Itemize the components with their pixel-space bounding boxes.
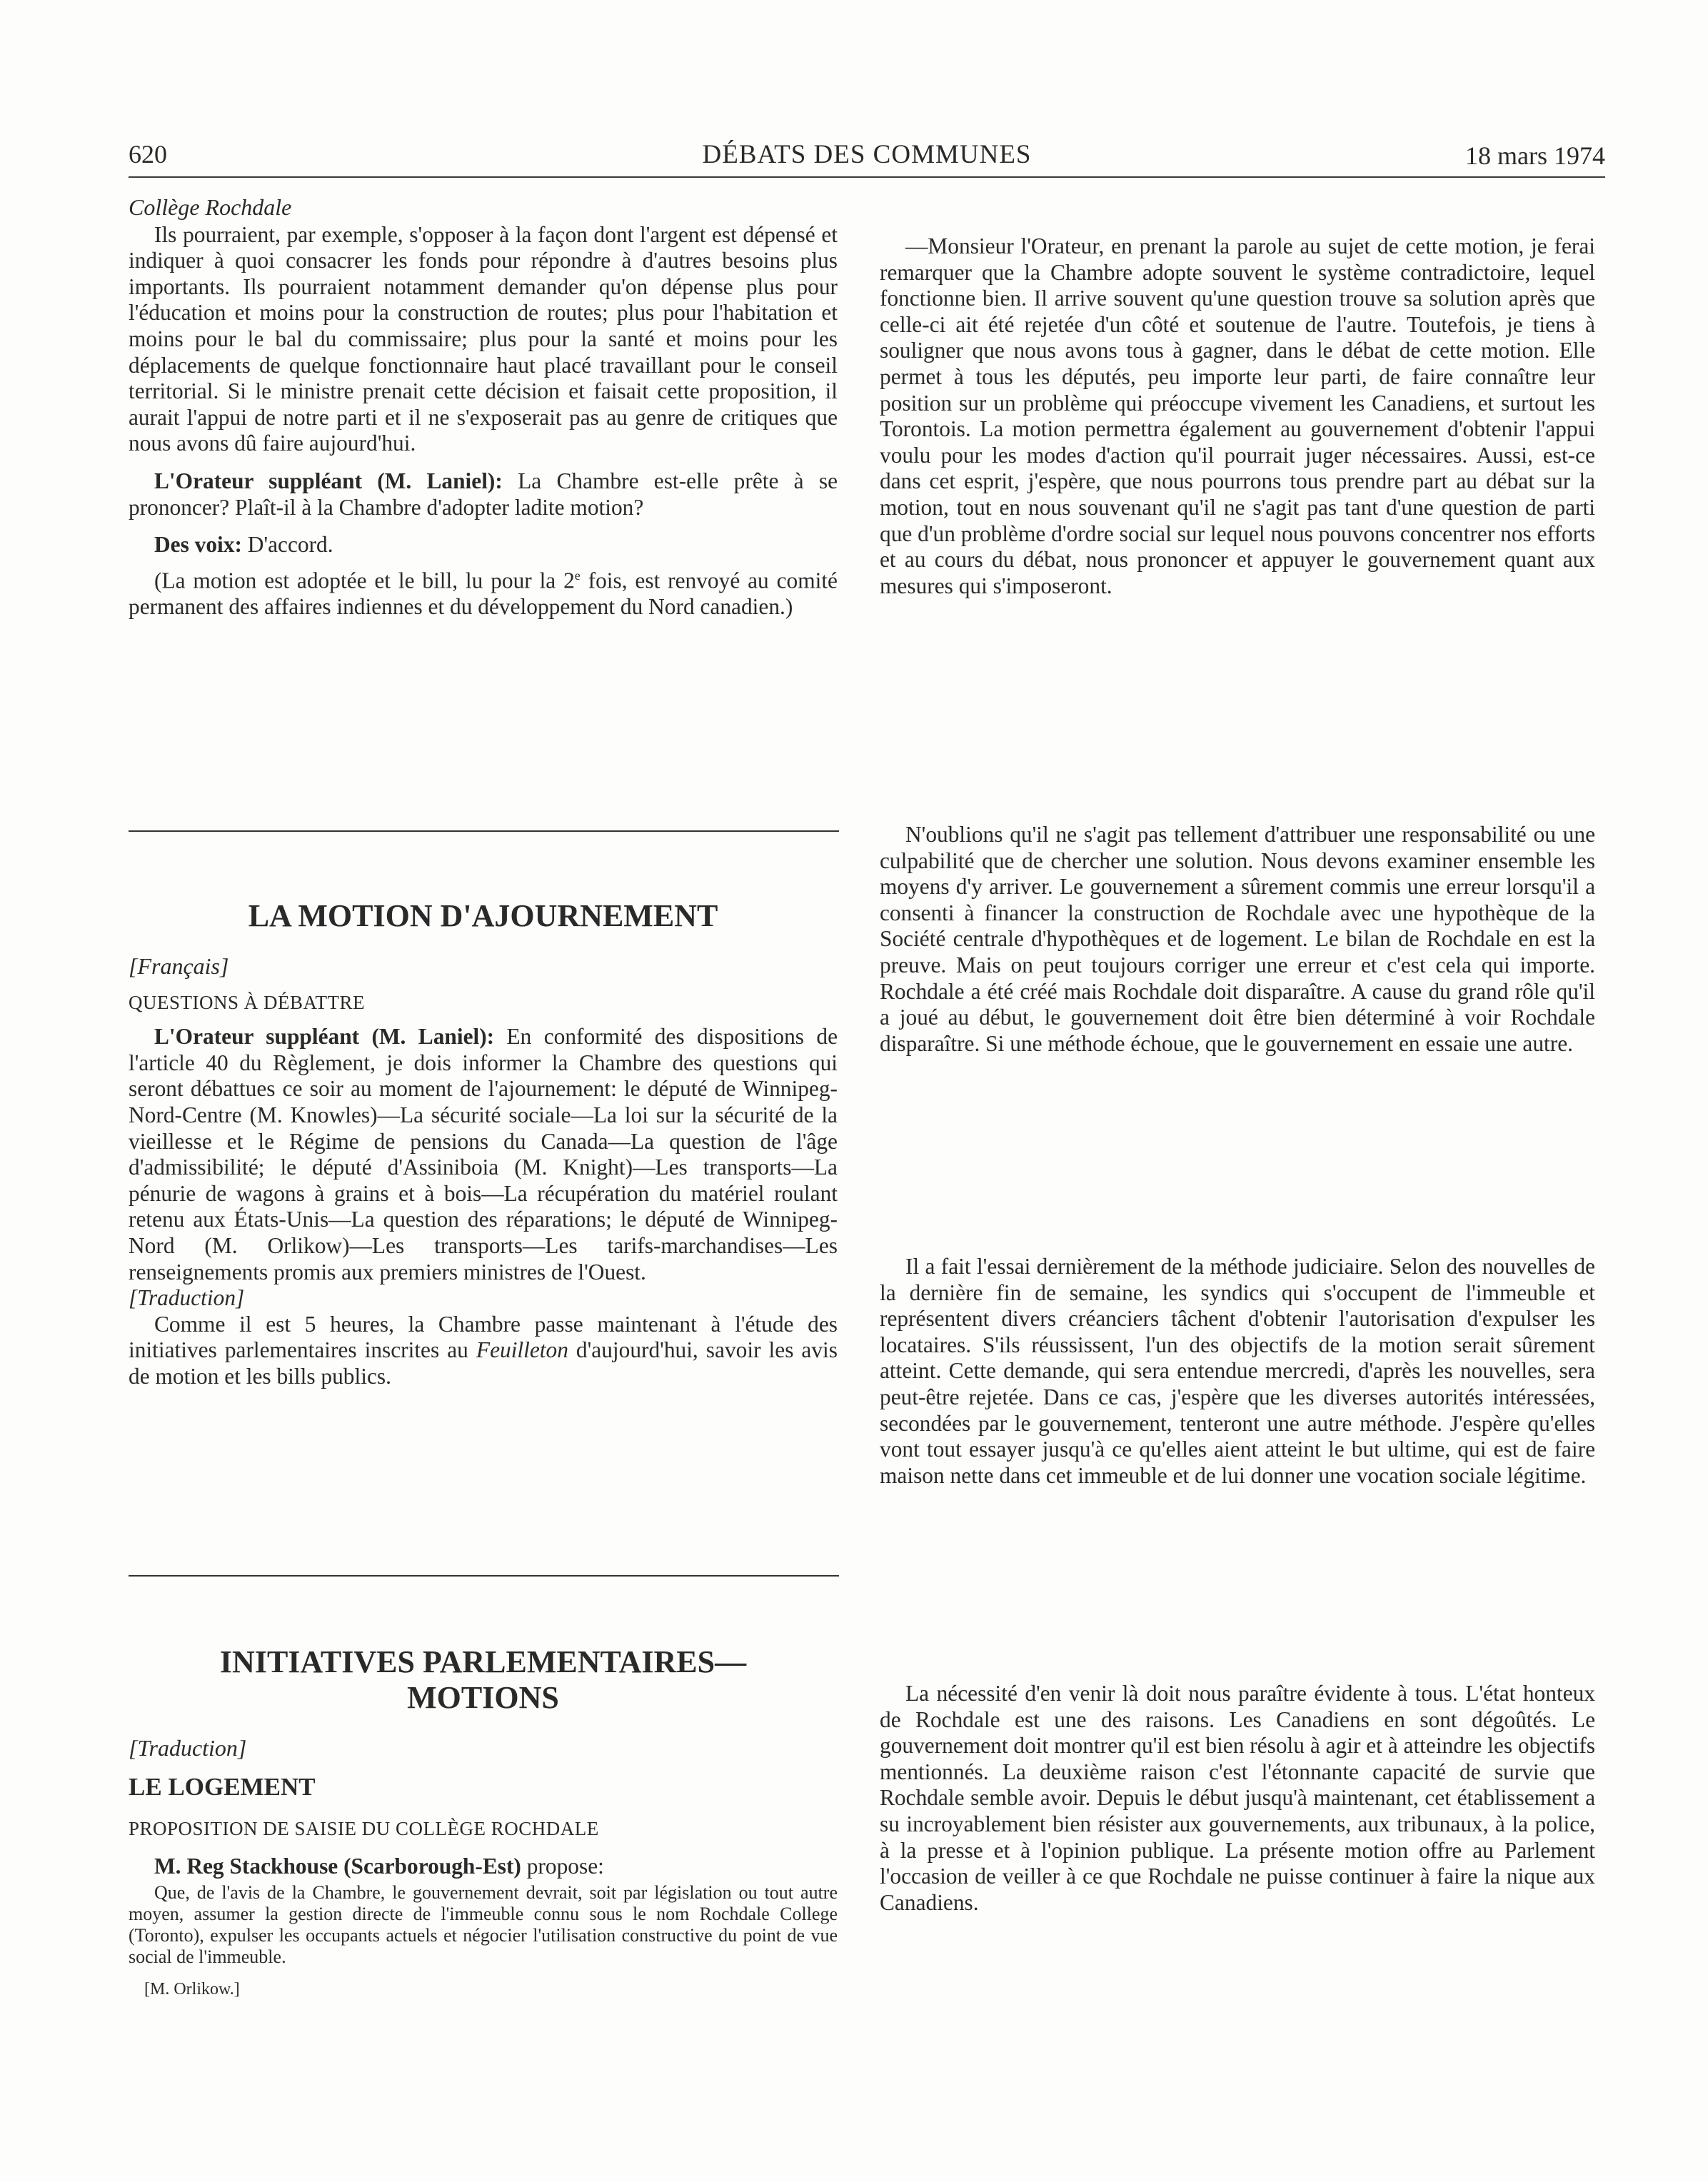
voices-paragraph: Des voix: D'accord. — [154, 532, 333, 558]
paragraph: Ils pourraient, par exemple, s'opposer à la façon dont l'argent est dépensé et indiquer à quoi consacrer les fonds pour répondre à d'autres besoins plus importants. Ils pourraient notamment demander qu'on dépense plus pour l'éducation et moins pour la construction de routes; plus pour l'habitation et moins pour le bal du commissaire; plus pour la santé et moins pour les déplacements de quelque fonctionnaire haut placé travaillant pour le conseil territorial. Si le ministre prenait cette décision et faisait cette proposition, il aurait l'appui de notre parti et il ne s'exposerait pas au genre de critiques que nous avons dû faire aujourd'hui. — [129, 221, 838, 456]
college-title: Collège Rochdale — [129, 194, 292, 220]
section-divider — [129, 830, 839, 832]
speaker-name: L'Orateur suppléant (M. Laniel): — [154, 1024, 495, 1050]
motion-text: Que, de l'avis de la Chambre, le gouvernement devrait, soit par législation ou tout autre moyen, assumer la gestion directe de l'immeuble connu sous le nom Rochdale College (Toronto), expulser les occupants actuels et négocier l'utilisation constructive du point de vue social de l'immeuble. — [129, 1882, 838, 1968]
subsection-title: LE LOGEMENT — [129, 1772, 316, 1801]
publication-title: DÉBATS DES COMMUNES — [702, 140, 1032, 169]
mover-paragraph: M. Reg Stackhouse (Scarborough-Est) propose: — [154, 1853, 604, 1879]
subsection-title: QUESTIONS À DÉBATTRE — [129, 991, 365, 1013]
left-column-bottom — [129, 1735, 838, 2003]
page-header — [129, 139, 1605, 178]
left-column-top — [129, 194, 838, 620]
left-column-middle — [129, 953, 838, 1390]
motion-reference: [M. Orlikow.] — [144, 1980, 240, 1999]
adoption-note: (La motion est adoptée et le bill, lu pour la 2e fois, est renvoyé au comité permanent des affaires indiennes et du développement du Nord canadien.) — [129, 568, 838, 619]
paragraph: Comme il est 5 heures, la Chambre passe maintenant à l'étude des initiatives parlementaires inscrites au Feuilleton d'aujourd'hui, savoir les avis de motion et les bills publics. — [129, 1311, 838, 1389]
language-tag: [Français] — [129, 953, 229, 979]
mover-name: M. Reg Stackhouse (Scarborough-Est) — [154, 1853, 521, 1879]
speaker-paragraph: L'Orateur suppléant (M. Laniel): En conformité des dispositions de l'article 40 du Règlement, je dois informer la Chambre des questions qui seront débattues ce soir au moment de l'ajournement: le député de Winnipeg-Nord-Centre (M. Knowles)—La sécurité sociale—La loi sur la sécurité de la vieillesse et le Régime de pensions du Canada—La question de l'âge d'admissibilité; le député d'Assiniboia (M. Knight)—Les transports—La pénurie de wagons à grains et à bois—La récupération du matériel roulant retenu aux États-Unis—La question des réparations; le député de Winnipeg-Nord (M. Orlikow)—Les transports—Les tarifs-marchandises—Les renseignements promis aux premiers ministres de l'Ouest. — [129, 1024, 838, 1284]
language-tag: [Traduction] — [129, 1285, 245, 1311]
speaker-name: L'Orateur suppléant (M. Laniel): — [154, 468, 503, 493]
language-tag: [Traduction] — [129, 1735, 247, 1761]
page-date: 18 mars 1974 — [1465, 141, 1605, 170]
section-title-initiatives: INITIATIVES PARLEMENTAIRES— MOTIONS — [219, 1644, 747, 1715]
right-paragraph-1: —Monsieur l'Orateur, en prenant la parole au sujet de cette motion, je ferai remarquer que la Chambre adopte souvent le système contradictoire, lequel fonctionne bien. Il arrive souvent qu'une question trouve sa solution après que celle-ci ait été rejetée d'un côté et soutenue de l'autre. Toutefois, je tiens à souligner que nous avons tous à gagner, dans le débat de cette motion. Elle permet à tous les députés, peu importe leur parti, de faire connaître leur position sur un problème qui préoccupe vivement les Canadiens, et surtout les Torontois. La motion permettra également au gouvernement d'obtenir l'appui voulu pour les modes d'action qu'il pourrait juger nécessaires. Aussi, est-ce dans cet esprit, j'espère, que nous pourrons tous prendre part au débat sur la motion, tout en nous souvenant qu'il ne s'agit pas tant d'une question de parti que d'un problème d'ordre social sur lequel nous pouvons concentrer nos efforts et au cours du débat, nous prononcer et appuyer le gouvernement quant aux mesures qui s'imposeront. — [880, 233, 1595, 598]
right-paragraph-4: La nécessité d'en venir là doit nous paraître évidente à tous. L'état honteux de Rochdale est une des raisons. Les Canadiens en sont dégoûtés. Le gouvernement doit montrer qu'il est bien résolu à agir et à atteindre les objectifs mentionnés. La deuxième raison c'est l'étonnante capacité de survie que Rochdale semble avoir. Depuis le début jusqu'à maintenant, cet établissement a su incroyablement bien résister aux gouvernements, aux tribunaux, à la police, à la presse et à l'opinion publique. La présente motion offre au Parlement l'occasion de veiller à ce que Rochdale ne puisse continuer à faire la nique aux Canadiens. — [880, 1681, 1595, 1915]
voices-label: Des voix: — [154, 532, 242, 558]
speaker-paragraph: L'Orateur suppléant (M. Laniel): La Chambre est-elle prête à se prononcer? Plaît-il à la Chambre d'adopter ladite motion? — [129, 468, 838, 520]
right-paragraph-3: Il a fait l'essai dernièrement de la méthode judiciaire. Selon des nouvelles de la dernière fin de semaine, les syndics qui s'occupent de l'immeuble et représentent divers créanciers tâchent d'obtenir l'autorisation d'expulser les locataires. S'ils réussissent, l'un des objectifs de la motion serait sûrement atteint. Cette demande, qui sera entendue mercredi, d'après les nouvelles, sera peut-être rejetée. Dans ce cas, j'espère que les diverses autorités intéressées, secondées par le gouvernement, tenteront une autre méthode. J'espère qu'elles vont tout essayer jusqu'à ce qu'elles aient atteint le but ultime, qui est de faire maison nette dans cet immeuble et de lui donner une vocation sociale légitime. — [880, 1254, 1595, 1488]
right-paragraph-2: N'oublions qu'il ne s'agit pas tellement d'attribuer une responsabilité ou une culpabilité que de chercher une solution. Nous devons examiner ensemble les moyens d'y arriver. Le gouvernement a sûrement commis une erreur lorsqu'il a consenti à financer la construction de Rochdale avec une hypothèque de la Société centrale d'hypothèques et de logement. Le bilan de Rochdale en est la preuve. Mais on peut toujours corriger une erreur et c'est cela qui importe. Rochdale a été créé mais Rochdale doit disparaître. A cause du grand rôle qu'il a joué au début, le gouvernement doit être bien déterminé à voir Rochdale disparaître. Si une méthode échoue, que le gouvernement en essaie une autre. — [880, 822, 1595, 1056]
section-title-ajournement: LA MOTION D'AJOURNEMENT — [248, 898, 718, 933]
page-number: 620 — [129, 140, 167, 169]
section-divider — [129, 1575, 839, 1577]
proposition-title: PROPOSITION DE SAISIE DU COLLÈGE ROCHDALE — [129, 1818, 599, 1840]
